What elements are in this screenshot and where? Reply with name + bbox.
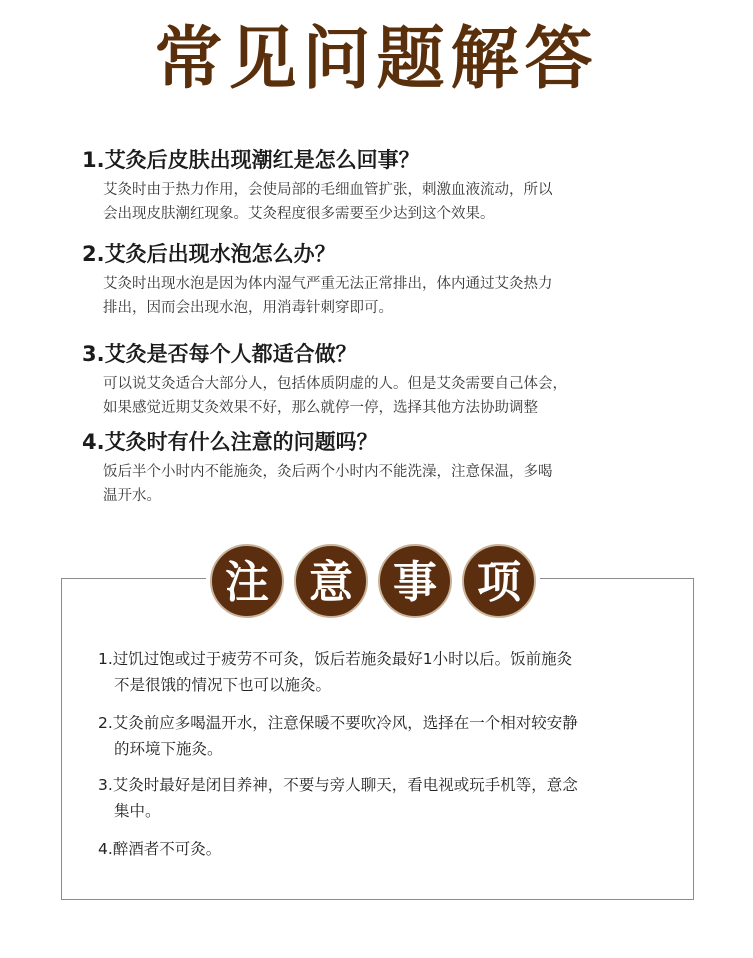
notice-item-4-line-1: 4.醉酒者不可灸。 [98, 840, 222, 858]
notice-badge-2: 意 [294, 544, 368, 618]
faq-answer-2-line-1: 艾灸时出现水泡是因为体内湿气严重无法正常排出，体内通过艾灸热力 [103, 276, 553, 292]
notice-item-3-line-2: 集中。 [114, 802, 161, 820]
faq-answer-3-line-1: 可以说艾灸适合大部分人，包括体质阴虚的人。但是艾灸需要自己体会， [103, 376, 567, 392]
faq-question-1: 1.艾灸后皮肤出现潮红是怎么回事？ [82, 148, 420, 172]
faq-answer-2-line-2: 排出，因而会出现水泡，用消毒针刺穿即可。 [103, 300, 393, 316]
faq-answer-1-line-2: 会出现皮肤潮红现象。艾灸程度很多需要至少达到这个效果。 [103, 206, 495, 222]
faq-answer-4-line-2: 温开水。 [103, 488, 161, 504]
faq-answer-3-line-2: 如果感觉近期艾灸效果不好，那么就停一停，选择其他方法协助调整 [103, 400, 538, 416]
notice-item-1-line-1: 1.过饥过饱或过于疲劳不可灸，饭后若施灸最好1小时以后。饭前施灸 [98, 650, 573, 668]
notice-item-2-line-2: 的环境下施灸。 [114, 740, 223, 758]
page-title: 常见问题解答 [154, 19, 599, 99]
notice-item-2-line-1: 2.艾灸前应多喝温开水，注意保暖不要吹冷风，选择在一个相对较安静 [98, 714, 578, 732]
notice-item-3-line-1: 3.艾灸时最好是闭目养神，不要与旁人聊天，看电视或玩手机等，意念 [98, 776, 578, 794]
faq-question-2: 2.艾灸后出现水泡怎么办？ [82, 242, 336, 266]
notice-heading [206, 544, 540, 622]
faq-answer-1-line-1: 艾灸时由于热力作用，会使局部的毛细血管扩张，刺激血液流动，所以 [103, 182, 553, 198]
faq-answer-4-line-1: 饭后半个小时内不能施灸，灸后两个小时内不能洗澡，注意保温，多喝 [103, 464, 553, 480]
faq-question-3: 3.艾灸是否每个人都适合做？ [82, 342, 357, 366]
faq-question-4: 4.艾灸时有什么注意的问题吗？ [82, 430, 378, 454]
notice-item-1-line-2: 不是很饿的情况下也可以施灸。 [114, 676, 332, 694]
notice-badge-1: 注 [210, 544, 284, 618]
notice-badge-3: 事 [378, 544, 452, 618]
notice-badge-4: 项 [462, 544, 536, 618]
